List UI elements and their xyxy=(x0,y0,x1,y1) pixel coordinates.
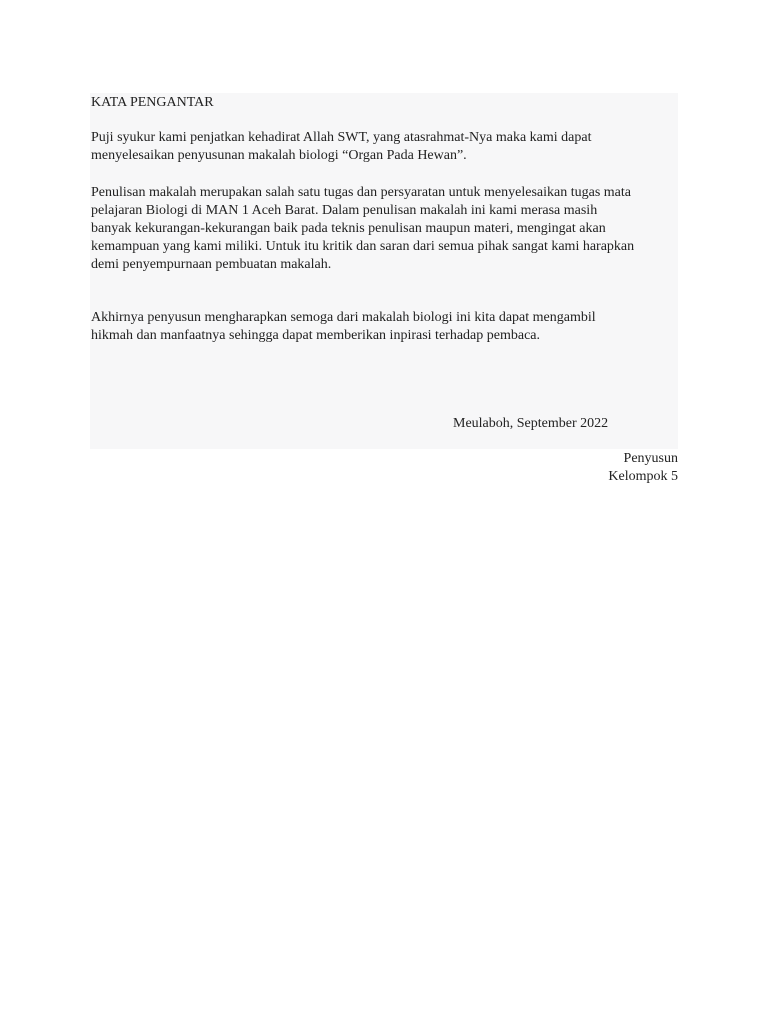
paragraph-line: Akhirnya penyusun mengharapkan semoga dari makalah biologi ini kita dapat mengambil xyxy=(91,310,596,325)
paragraph-line: Penulisan makalah merupakan salah satu tugas dan persyaratan untuk menyelesaikan tugas mata xyxy=(91,185,631,200)
paragraph-line: demi penyempurnaan pembuatan makalah. xyxy=(91,257,332,272)
signer-label: Penyusun xyxy=(623,451,678,466)
paragraph-2 xyxy=(91,184,681,274)
paragraph-line: Puji syukur kami penjatkan kehadirat Allah SWT, yang atasrahmat-Nya maka kami dapat xyxy=(91,130,592,145)
paragraph-1 xyxy=(91,129,681,165)
signer-name: Kelompok 5 xyxy=(608,469,678,484)
paragraph-line: menyelesaikan penyusunan makalah biologi “Organ Pada Hewan”. xyxy=(91,148,467,163)
paragraph-line: hikmah dan manfaatnya sehingga dapat memberikan inpirasi terhadap pembaca. xyxy=(91,328,540,343)
paragraph-line: banyak kekurangan-kekurangan baik pada teknis penulisan maupun materi, mengingat akan xyxy=(91,221,606,236)
paragraph-line: kemampuan yang kami miliki. Untuk itu kritik dan saran dari semua pihak sangat kami harapkan xyxy=(91,239,635,254)
paragraph-3 xyxy=(91,309,681,345)
document-title: KATA PENGANTAR xyxy=(91,95,214,110)
paragraph-line: pelajaran Biologi di MAN 1 Aceh Barat. Dalam penulisan makalah ini kami merasa masih xyxy=(91,203,598,218)
place-date: Meulaboh, September 2022 xyxy=(453,416,609,431)
